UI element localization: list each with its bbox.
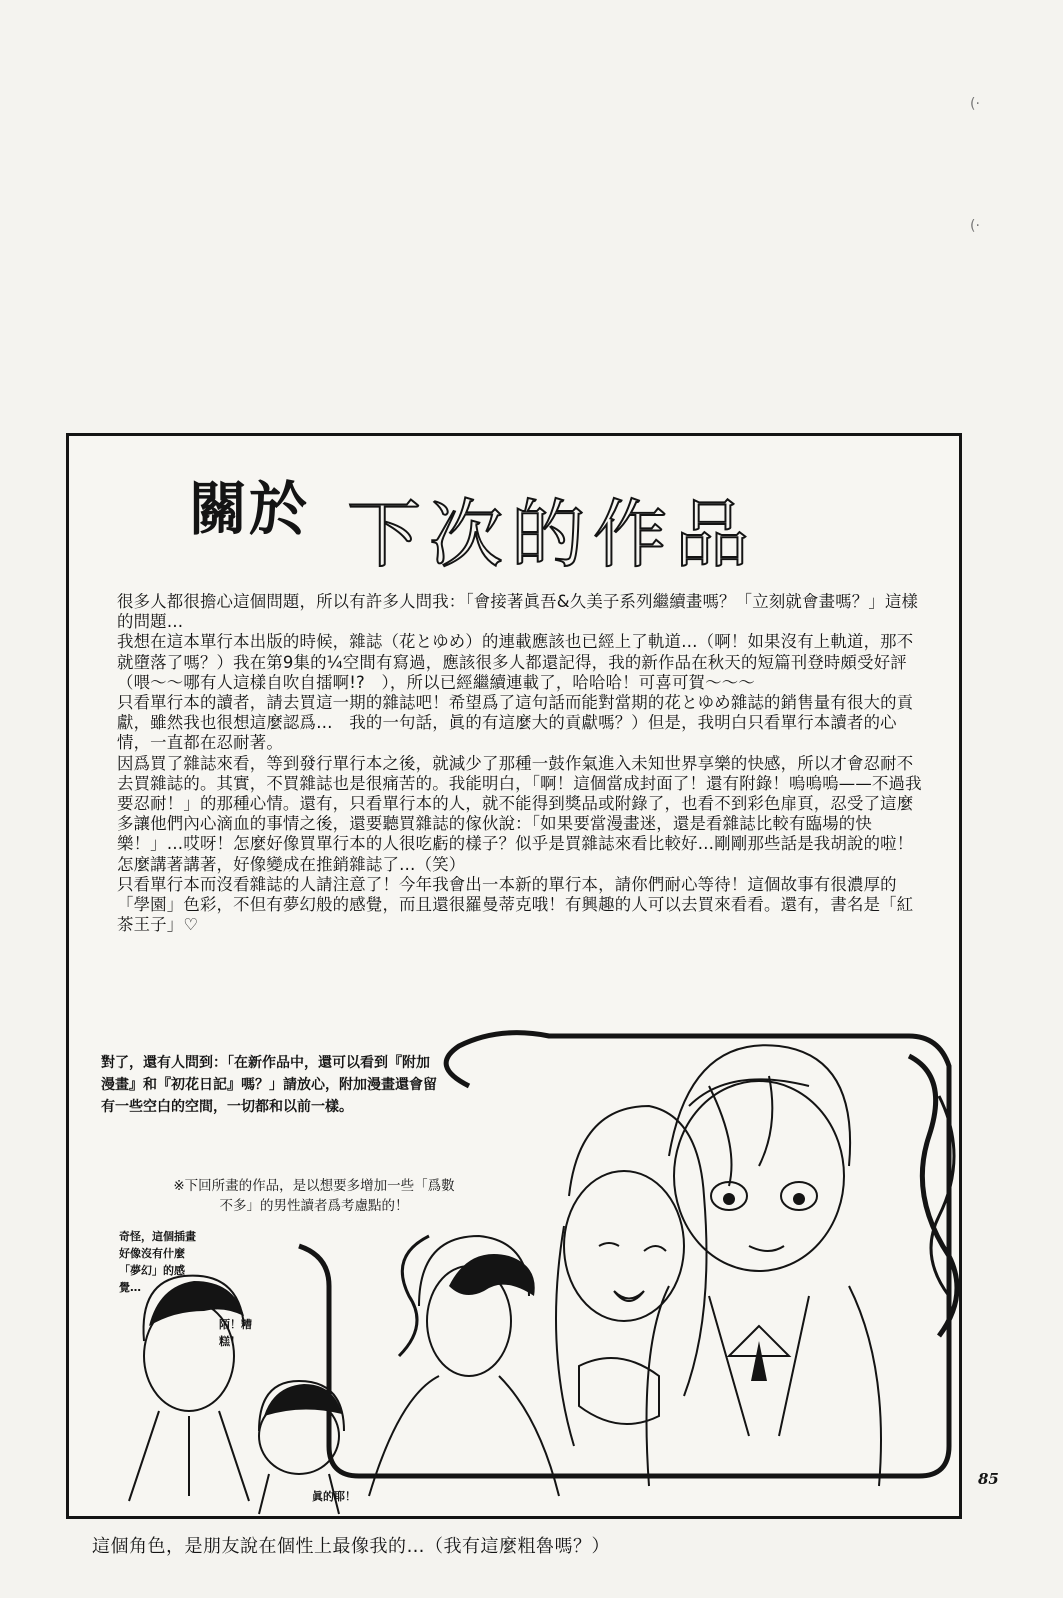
note-text: 對了，還有人問到：「在新作品中，還可以看到『附加漫畫』和『初花日記』嗎？」請放心，附加漫畫還會留有一些空白的空間，一切都和以前一樣。: [101, 1055, 437, 1115]
speech-bubble: 陌！糟糕！: [219, 1318, 252, 1348]
article-frame: [66, 433, 962, 1519]
speech-bubble: 奇怪，這個插畫好像沒有什麼「夢幻」的感覺…: [119, 1230, 196, 1294]
paragraph: 因爲買了雜誌來看，等到發行單行本之後，就減少了那種一鼓作氣進入未知世界享樂的快感，所以才會忍耐不去買雜誌的。其實，不買雜誌也是很痛苦的。我能明白，「啊！這個當成封面了！還有附錄！嗚嗚嗚——不過我要忍耐！」的那種心情。還有，只看單行本的人，就不能得到獎品或附錄了，也看不到彩色扉頁，忍受了這麼多讓他們內心滴血的事情之後，還要聽買雜誌的傢伙說：「如果要當漫畫迷，還是看雜誌比較有臨場的快樂！」…哎呀！怎麼好像買單行本的人很吃虧的樣子？似乎是買雜誌來看比較好…剛剛那些話是我胡說的啦！怎麼講著講著，好像變成在推銷雜誌了…（笑）: [117, 753, 922, 874]
margin-mark: (·: [970, 96, 980, 112]
title-outline-text: 下次的作品: [347, 492, 757, 578]
speech-bubble: 眞的耶！: [312, 1490, 356, 1503]
paragraph: 只看單行本而沒看雜誌的人請注意了！今年我會出一本新的單行本，請你們耐心等待！這個故事有很濃厚的「學園」色彩，不但有夢幻般的感覺，而且還很羅曼蒂克哦！有興趣的人可以去買來看看。還有，書名是「紅茶王子」♡: [117, 874, 914, 935]
page-number: 85: [978, 1470, 999, 1488]
margin-mark: (·: [970, 218, 980, 234]
paragraph: 很多人都很擔心這個問題，所以有許多人問我：「會接著眞吾&久美子系列繼續畫嗎？「立刻就會畫嗎？」這樣的問題…: [117, 592, 919, 632]
paragraph: 我想在這本單行本出版的時候，雜誌（花とゆめ）的連載應該也已經上了軌道…（啊！如果沒有上軌道，那不就墮落了嗎？）我在第9集的¼空間有寫過，應該很多人都還記得，我的新作品在秋天的短篇刊登時頗受好評（喂〜〜哪有人這樣自吹自擂啊!? ），所以已經繼續連載了，哈哈哈！可喜可賀〜〜〜: [117, 632, 914, 692]
paragraph: 只看單行本的讀者，請去買這一期的雜誌吧！希望爲了這句話而能對當期的花とゆめ雜誌的銷售量有很大的貢獻，雖然我也很想這麼認爲… 我的一句話，眞的有這麼大的貢獻嗎？）但是，我明白只看單行本讀者的心情，一直都在忍耐著。: [117, 693, 914, 753]
title-bold-text: 關於: [189, 475, 310, 543]
article-body: [117, 592, 923, 935]
caption-text: 這個角色，是朋友說在個性上最像我的…（我有這麼粗魯嗎？）: [92, 1536, 610, 1557]
footnote-text: ※下回所畫的作品，是以想要多增加一些「爲數不多」的男性讀者爲考慮點的！: [173, 1178, 455, 1214]
